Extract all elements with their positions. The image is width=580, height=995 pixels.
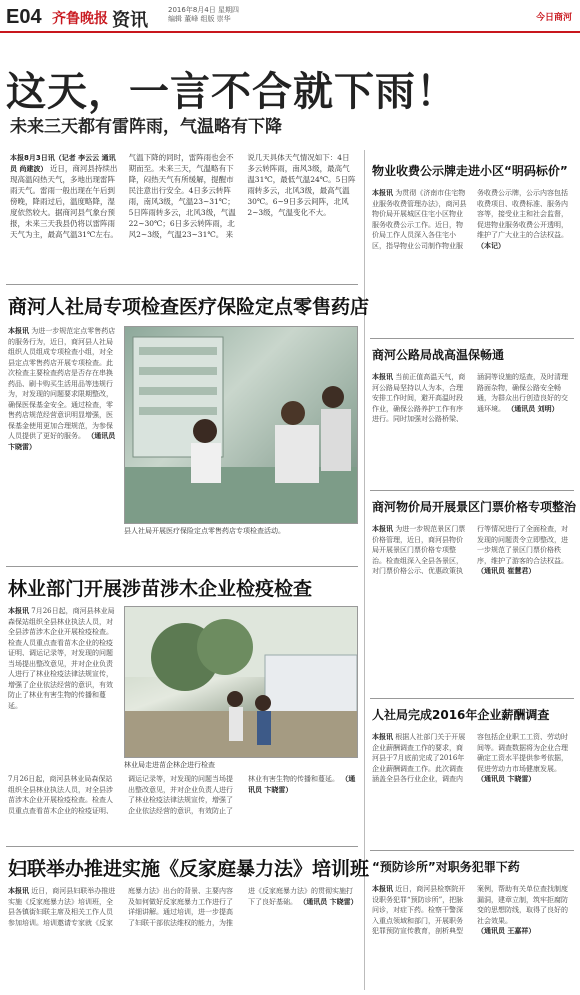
article-credit: （通讯员 刘明）: [507, 404, 559, 413]
article-credit: （通讯员 卞晓雷）: [8, 432, 116, 451]
section-rule: [6, 846, 358, 847]
lead-text: 近日，商河县持续出现高温闷热天气，多地出现雷阵雨天气。雷雨一般出现在午后到傍晚，降雨过后，温度略降，湿度依然较大。据商河县气象台预报，未来三天我县仍将以雷阵雨天气为主，最高气温31℃左右。气温下降的同时，雷阵雨也会不期而至。未来三天，气温略有下降，闷热天气有所缓解，提醒市民注意出行安全。4日多云转阵雨，南风3级，气温23~31℃；5日阵雨转多云，北风3级，气温22~30℃；6日多云转阵雨，北风2~3级，气温23~31℃。: [10, 153, 236, 239]
article-author: 本报讯: [372, 885, 393, 893]
lead-headline: 这天，一言不合就下雨！: [6, 69, 457, 115]
article-text: 近日，商河县妇联举办推进实施《反家庭暴力法》培训班，全县各镇街妇联主席及相关工作人员参加培训。培训邀请专家就《反家庭暴力法》出台的背景、主要内容及如何做好反家庭暴力工作进行了详细讲解。通过培训，进一步提高了妇联干部依法维权的能力，为推进《反家庭暴力法》的贯彻实施打下了良好基础。: [8, 887, 353, 927]
article-author: 本报讯: [8, 887, 29, 895]
article-body-scenic-tickets: [372, 524, 572, 692]
article-text: 当前正值高温天气，商河公路局坚持以人为本，合理安排工作时间，避开高温时段作业，确保公路养护工作有序进行。同时加强对公路桥梁、涵洞等设施的巡查，及时清理路面杂物，确保公路安全畅通，为群众出行创造良好的交通环境。: [372, 373, 568, 423]
article-text: 为进一步规范景区门票价格管理，近日，商河县物价局开展景区门票价格专项整治。检查组深入全县各景区，对门票价格公示、优惠政策执行等情况进行了全面检查，对发现的问题责令立即整改，进一步规范了景区门票价格秩序，维护了游客的合法权益。: [372, 525, 568, 575]
article-title-forestry: 林业部门开展涉苗涉木企业检疫检查: [8, 578, 313, 600]
article-title-insurance: 商河人社局专项检查医疗保险定点零售药店: [8, 296, 370, 318]
article-body-highway: [372, 372, 572, 484]
section-rule: [370, 698, 574, 699]
article-body-womens-federation: [8, 886, 358, 986]
article-credit: （通讯员 卞晓雷）: [299, 897, 358, 906]
article-text: 根据人社部门关于开展企业薪酬调查工作的要求，商河县于7月底前完成了2016年企业薪酬调查工作。此次调查涵盖全县各行业企业，调查内容包括企业职工工资、劳动时间等。调查数据将为企业合理确定工资水平提供参考依据，促进劳动力市场健康发展。: [372, 733, 568, 783]
article-credit: （通讯员 王嘉祥）: [477, 927, 536, 935]
article-credit: （通讯员 崔慧君）: [477, 567, 536, 575]
lead-subheadline: 未来三天都有雷阵雨，气温略有下降: [10, 117, 282, 137]
article-title-highway: 商河公路局战高温保畅通: [372, 348, 505, 362]
article-author: 本报讯: [8, 607, 29, 615]
article-credit: （通讯员 卞晓雷）: [477, 775, 536, 783]
section-rule: [6, 284, 358, 285]
lead-body: [10, 152, 356, 240]
forestry-scene-icon: [125, 607, 357, 757]
article-author: 本报讯: [372, 733, 393, 741]
article-text: 为贯彻《济南市住宅物业服务收费管理办法》，商河县物价局开展城区住宅小区物业服务收费公示工作。近日，物价局工作人员深入各住宅小区，指导物业公司制作物业服务收费公示牌，公示内容包括收费项目、收费标准、服务内容等，接受业主和社会监督，促进物业服务收费公开透明，维护了广大业主的合法权益。: [372, 189, 568, 250]
article-text: 近日，商河县检察院开设职务犯罪“预防诊所”，把脉问诊，对症下药。检察干警深入重点领域和部门，开展职务犯罪预防宣传教育，剖析典型案例，帮助有关单位查找制度漏洞，建章立制，筑牢拒腐防变的思想防线，取得了良好的社会效果。: [372, 885, 568, 935]
lead-tail: 来说几天具体天气情况如下：4日多云转阵雨，南风3级，最高气温31℃，最低气温24℃。5日阵雨转多云，北风3级，最高气温30℃。6~9日多云间阵，北风2~3级，气温变化不大。: [225, 153, 356, 239]
section-rule: [6, 566, 358, 567]
editor-line: 编辑 董峰 组版 崇华: [168, 15, 231, 23]
forestry-caption: 林业局走进苗企林企进行检查: [124, 761, 215, 769]
article-author: 本报讯: [372, 189, 393, 197]
pharmacy-scene-icon: [125, 327, 357, 523]
article-body-prevention-clinic: [372, 884, 572, 988]
header-rule: [0, 31, 580, 33]
section-rule: [370, 850, 574, 851]
article-title-womens-federation: 妇联举办推进实施《反家庭暴力法》培训班: [8, 858, 370, 880]
section-rule: [370, 490, 574, 491]
issue-meta: [168, 6, 239, 24]
pharmacy-photo: [124, 326, 358, 524]
page-number: E04: [6, 6, 42, 28]
article-body-property-fees: [372, 188, 572, 332]
article-body-forestry-cont: [8, 774, 358, 838]
article-title-property-fees: 物业收费公示牌走进小区“明码标价”: [372, 164, 568, 178]
article-author: 本报讯: [372, 373, 393, 381]
article-title-prevention-clinic: “预防诊所”对职务犯罪下药: [372, 860, 520, 874]
newspaper-logo: 齐鲁晚报: [52, 11, 108, 27]
forestry-photo: [124, 606, 358, 758]
article-title-scenic-tickets: 商河物价局开展景区门票价格专项整治: [372, 500, 577, 514]
edition-tag: 今日商河: [535, 13, 572, 23]
lead-author: 本报8月3日讯（记者 李云云 通讯员 尚建波）: [10, 154, 116, 173]
section-name: 资讯: [112, 10, 148, 31]
date-line: 2016年8月4日 星期四: [168, 6, 239, 14]
article-credit: （通讯员 卞晓雷）: [248, 775, 356, 794]
pharmacy-caption: 县人社局开展医疗保险定点零售药店专项检查活动。: [124, 527, 285, 535]
article-text: 为进一步规范定点零售药店的服务行为，近日，商河县人社局组织人员组成专项检查小组，对全县定点零售药店开展专项检查。此次检查主要检查药店是否存在串换药品、刷卡购买生活用品等违规行为，对发现的问题要求限期整改，确保医保基金安全。通过检查，零售药店规范经营意识明显增强，医保基金使用更加合理规范，为参保人员提供了更好的服务。: [8, 327, 116, 440]
section-rule: [370, 338, 574, 339]
article-title-wage-survey: 人社局完成2016年企业薪酬调查: [372, 708, 550, 722]
article-author: 本报讯: [372, 525, 393, 533]
article-body-forestry: [8, 606, 116, 754]
article-body-insurance: [8, 326, 116, 540]
article-text: 7月26日起，商河县林业局森保站组织全县林业执法人员，对全县涉苗涉木企业开展检疫检查。检查人员重点查看苗木企业的检疫证明、调运记录等，对发现的问题当场提出整改意见，并对企业负责人进行了林业检疫法律法规宣传，增强了企业依法经营的意识，有效防止了林业有害生物的传播和蔓延。: [8, 775, 339, 815]
article-text: 7月26日起，商河县林业局森保站组织全县林业执法人员，对全县涉苗涉木企业开展检疫检查。检查人员重点查看苗木企业的检疫证明、调运记录等，对发现的问题当场提出整改意见，并对企业负责人进行了林业检疫法律法规宣传，增强了企业依法经营的意识，有效防止了林业有害生物的传播和蔓延。: [8, 607, 115, 710]
article-author: 本报讯: [8, 327, 29, 335]
article-body-wage-survey: [372, 732, 572, 844]
article-credit: （本记）: [477, 241, 505, 250]
